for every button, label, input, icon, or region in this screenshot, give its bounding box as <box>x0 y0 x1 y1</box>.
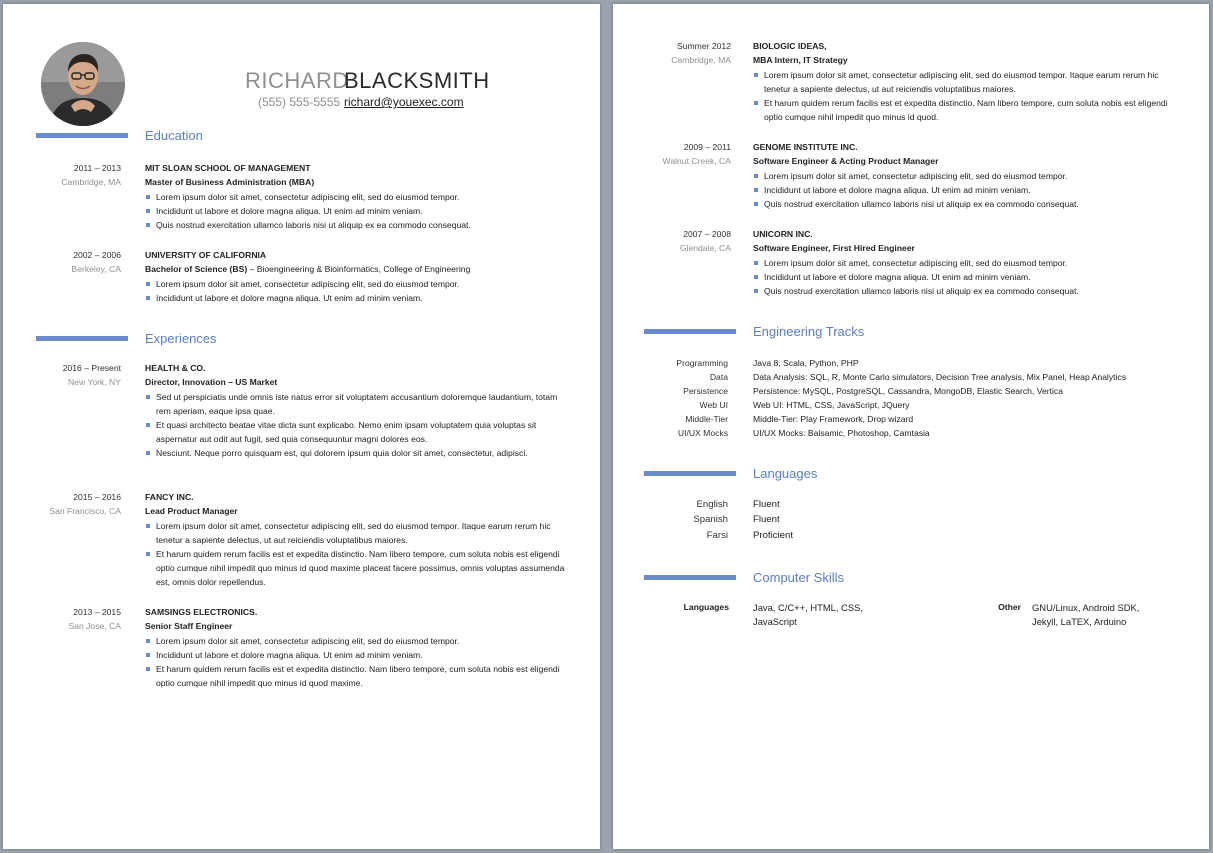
track-row <box>613 398 1209 412</box>
language-name: English <box>696 499 728 510</box>
bullet-item: Lorem ipsum dolor sit amet, consectetur adipiscing elit, sed do eiusmod tempor. <box>145 190 565 204</box>
bullet-item: Quis nostrud exercitation ullamco laboris nisi ut aliquip ex ea commodo consequat. <box>753 197 1173 211</box>
entry-role-detail: – Bioengineering & Bioinformatics, College of Engineering <box>247 264 471 274</box>
entry-location: San Jose, CA <box>68 621 121 631</box>
track-label: Middle-Tier <box>685 414 728 424</box>
section-bar <box>36 133 128 138</box>
entry-organization: FANCY INC. <box>145 492 194 502</box>
track-label: Data <box>709 372 728 382</box>
track-label: UI/UX Mocks <box>677 428 728 438</box>
track-value: Web UI: HTML, CSS, JavaScript, JQuery <box>753 400 910 410</box>
track-row <box>613 384 1209 398</box>
bullet-item: Et harum quidem rerum facilis est et expedita distinctio. Nam libero tempore, cum soluta nobis est eligendi optio cumque nihil impedit quo minus id quod. <box>753 96 1173 124</box>
entry-bullets <box>145 634 565 690</box>
entry-bullets <box>753 68 1173 124</box>
entry-organization: BIOLOGIC IDEAS, <box>753 41 827 51</box>
profile-photo <box>41 42 125 126</box>
entry-location: Cambridge, MA <box>61 177 121 187</box>
entry-dates: 2013 – 2015 <box>73 607 121 617</box>
skill-list-languages <box>753 601 953 629</box>
section-title-experiences: Experiences <box>145 331 217 346</box>
skill-category-languages: Languages <box>683 602 729 612</box>
bullet-item: Et quasi architecto beatae vitae dicta sunt explicabo. Nemo enim ipsam voluptatem quia voluptas sit aspernatur aut odit aut fugit, sed quia consequuntur magni dolores eos. <box>145 418 565 446</box>
section-bar <box>36 336 128 341</box>
bullet-item: Lorem ipsum dolor sit amet, consectetur adipiscing elit, sed do eiusmod tempor. Itaque earum rerum hic tenetur a sapiente delectus, ut aut reiciendis voluptatibus maiores. <box>145 519 565 547</box>
track-label: Persistence <box>683 386 728 396</box>
skill-category-other: Other <box>998 602 1021 612</box>
language-name: Spanish <box>693 514 728 525</box>
bullet-item: Incididunt ut labore et dolore magna aliqua. Ut enim ad minim veniam. <box>753 270 1173 284</box>
entry-dates: 2011 – 2013 <box>73 163 121 173</box>
bullet-item: Quis nostrud exercitation ullamco laboris nisi ut aliquip ex ea commodo consequat. <box>145 218 565 232</box>
bullet-item: Lorem ipsum dolor sit amet, consectetur adipiscing elit, sed do eiusmod tempor. <box>753 169 1173 183</box>
skill-line: JavaScript <box>753 616 797 627</box>
phone-number: (555) 555-5555 <box>258 95 341 109</box>
track-value: UI/UX Mocks: Balsamic, Photoshop, Camtasia <box>753 428 930 438</box>
bullet-item: Lorem ipsum dolor sit amet, consectetur adipiscing elit, sed do eiusmod tempor. <box>753 256 1173 270</box>
entry-bullets <box>753 169 1173 211</box>
email-link[interactable]: richard@youexec.com <box>344 95 464 109</box>
entry-role <box>145 264 470 274</box>
entry-role: MBA Intern, IT Strategy <box>753 55 848 65</box>
entry-bullets <box>753 256 1173 298</box>
skill-line: GNU/Linux, Android SDK, <box>1032 602 1140 613</box>
entry-location: New York, NY <box>67 377 121 387</box>
entry-location: Walnut Creek, CA <box>662 156 731 166</box>
track-value: Persistence: MySQL, PostgreSQL, Cassandra, MongoDB, Elastic Search, Vertica <box>753 386 1063 396</box>
entry-organization: GENOME INSTITUTE INC. <box>753 142 858 152</box>
language-row <box>613 529 1209 543</box>
track-row <box>613 426 1209 440</box>
entry-organization: SAMSINGS ELECTRONICS. <box>145 607 258 617</box>
track-label: Web UI <box>699 400 728 410</box>
bullet-item: Nesciunt. Neque porro quisquam est, qui dolorem ipsum quia dolor sit amet, consectetur, adipisci. <box>145 446 565 460</box>
bullet-item: Incididunt ut labore et dolore magna aliqua. Ut enim ad minim veniam. <box>145 291 565 305</box>
section-title-education: Education <box>145 128 203 143</box>
entry-organization: MIT SLOAN SCHOOL OF MANAGEMENT <box>145 163 311 173</box>
entry-role: Senior Staff Engineer <box>145 621 233 631</box>
entry-role: Director, Innovation – US Market <box>145 377 278 387</box>
bullet-item: Quis nostrud exercitation ullamco laboris nisi ut aliquip ex ea commodo consequat. <box>753 284 1173 298</box>
entry-dates: 2015 – 2016 <box>73 492 121 502</box>
entry-bullets <box>145 390 565 460</box>
entry-organization: UNICORN INC. <box>753 229 813 239</box>
section-bar <box>644 471 736 476</box>
track-value: Middle-Tier: Play Framework, Drop wizard <box>753 414 914 424</box>
entry-bullets <box>145 519 565 589</box>
language-row <box>613 498 1209 512</box>
entry-location: Glendale, CA <box>679 243 731 253</box>
track-label: Programming <box>676 358 728 368</box>
resume-page-1 <box>3 4 600 849</box>
bullet-item: Lorem ipsum dolor sit amet, consectetur adipiscing elit, sed do eiusmod tempor. Itaque earum rerum hic tenetur a sapiente delectus, ut aut reiciendis voluptatibus maiores. <box>753 68 1173 96</box>
entry-bullets <box>145 190 565 232</box>
track-row <box>613 356 1209 370</box>
language-row <box>613 513 1209 527</box>
track-row <box>613 412 1209 426</box>
entry-role <box>145 177 314 187</box>
bullet-item: Et harum quidem rerum facilis est et expedita distinctio. Nam libero tempore, cum soluta nobis est eligendi optio cumque nihil impedit quo minus id quod maxime. <box>145 662 565 690</box>
entry-dates: 2007 – 2008 <box>683 229 731 239</box>
bullet-item: Sed ut perspiciatis unde omnis iste natus error sit voluptatem accusantium doloremque laudantium, totam rem aperiam, eaque ipsa quae. <box>145 390 565 418</box>
entry-dates: Summer 2012 <box>677 41 731 51</box>
skill-list-other <box>1032 601 1202 629</box>
entry-location: Cambridge, MA <box>671 55 731 65</box>
first-name: RICHARD <box>245 68 349 93</box>
language-level: Fluent <box>753 499 780 510</box>
section-bar <box>644 575 736 580</box>
entry-dates: 2009 – 2011 <box>683 142 731 152</box>
entry-role-title: Bachelor of Science (BS) <box>145 264 248 274</box>
bullet-item: Et harum quidem rerum facilis est et expedita distinctio. Nam libero tempore, cum soluta nobis est eligendi optio cumque nihil impedit quo minus id quod maxime placeat facere possimus, omnis voluptas assumenda est, omnis dolor repellendus. <box>145 547 565 589</box>
entry-role-title: Master of Business Administration (MBA) <box>145 177 315 187</box>
language-level: Proficient <box>753 530 793 541</box>
entry-role: Software Engineer & Acting Product Manager <box>753 156 939 166</box>
entry-location: San Francisco, CA <box>49 506 121 516</box>
section-title-engineering-tracks: Engineering Tracks <box>753 324 865 339</box>
entry-organization: UNIVERSITY OF CALIFORNIA <box>145 250 267 260</box>
track-value: Java 8, Scala, Python, PHP <box>753 358 859 368</box>
language-level: Fluent <box>753 514 780 525</box>
entry-organization: HEALTH & CO. <box>145 363 206 373</box>
section-title-computer-skills: Computer Skills <box>753 570 845 585</box>
entry-dates: 2016 – Present <box>62 363 121 373</box>
skill-line: Jekyll, LaTEX, Arduino <box>1032 616 1127 627</box>
section-bar <box>644 329 736 334</box>
resume-page-2 <box>613 4 1209 849</box>
entry-role: Lead Product Manager <box>145 506 238 516</box>
track-row <box>613 370 1209 384</box>
bullet-item: Lorem ipsum dolor sit amet, consectetur adipiscing elit, sed do eiusmod tempor. <box>145 277 565 291</box>
section-title-languages: Languages <box>753 466 818 481</box>
bullet-item: Lorem ipsum dolor sit amet, consectetur adipiscing elit, sed do eiusmod tempor. <box>145 634 565 648</box>
bullet-item: Incididunt ut labore et dolore magna aliqua. Ut enim ad minim veniam. <box>145 648 565 662</box>
track-value: Data Analysis: SQL, R, Monte Carlo simulators, Decision Tree analysis, Mix Panel, Heap Analytics <box>753 372 1127 382</box>
last-name: BLACKSMITH <box>344 68 490 93</box>
entry-role: Software Engineer, First Hired Engineer <box>753 243 915 253</box>
entry-dates: 2002 – 2006 <box>73 250 121 260</box>
bullet-item: Incididunt ut labore et dolore magna aliqua. Ut enim ad minim veniam. <box>753 183 1173 197</box>
entry-bullets <box>145 277 565 305</box>
language-name: Farsi <box>706 530 728 541</box>
bullet-item: Incididunt ut labore et dolore magna aliqua. Ut enim ad minim veniam. <box>145 204 565 218</box>
entry-location: Berkeley, CA <box>71 264 121 274</box>
skill-line: Java, C/C++, HTML, CSS, <box>753 602 863 613</box>
